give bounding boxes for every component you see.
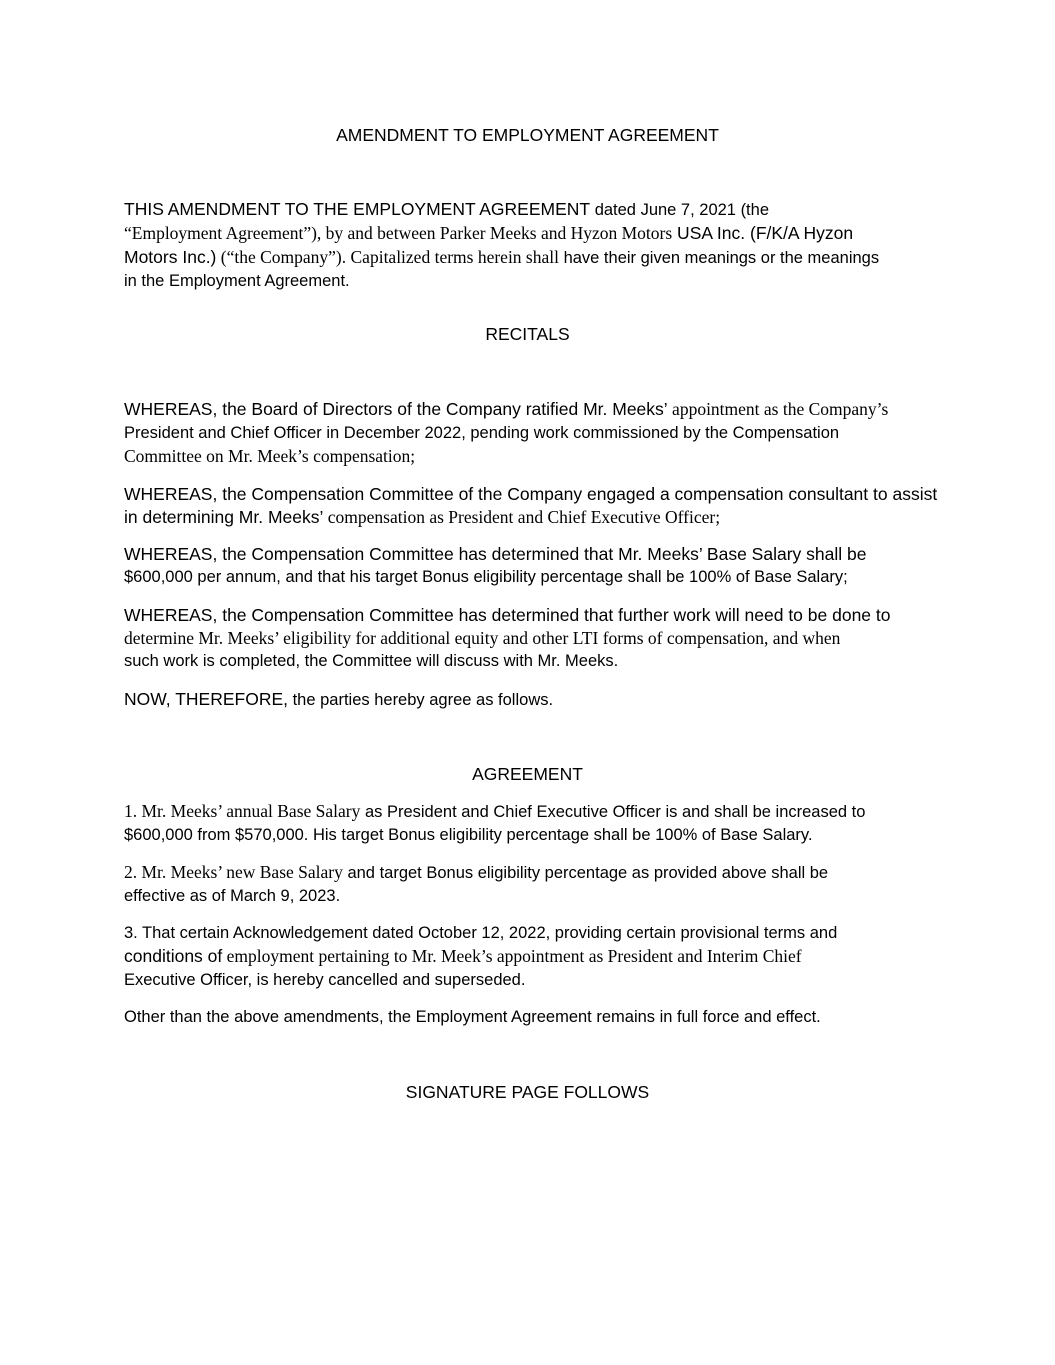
agreement-item: 1. Mr. Meeks’ annual Base Salary as President and Chief Executive Officer is and shall be increased to $600,000 from $570,000. His target Bonus eligibility percentage shall be 100% of Base Salary. bbox=[124, 801, 866, 844]
agreement-item: 3. That certain Acknowledgement dated October 12, 2022, providing certain provisional terms and conditions of employment pertaining to Mr. Meek’s appointment as President and Interim Chief Executive Officer, is hereby cancelled and superseded. bbox=[124, 924, 838, 989]
intro-line-3: Motors Inc.) (“the Company”). Capitalized terms herein shall have their given meanings or the meanings bbox=[124, 247, 880, 267]
agreement-item: 2. Mr. Meeks’ new Base Salary and target Bonus eligibility percentage as provided above shall be effective as of March 9, 2023. bbox=[124, 862, 829, 905]
agreement-heading: AGREEMENT bbox=[472, 764, 583, 784]
recitals-heading: RECITALS bbox=[485, 324, 570, 344]
recital-paragraph: WHEREAS, the Compensation Committee has determined that further work will need to be done to determine Mr. Meeks’ eligibility for additional equity and other LTI forms of compensation, and when such work is completed, the Committee will discuss with Mr. Meeks. bbox=[124, 605, 891, 670]
intro-line-2: “Employment Agreement”), by and between Parker Meeks and Hyzon Motors USA Inc. (F/K/A Hyzon bbox=[124, 223, 854, 243]
intro-line-4: in the Employment Agreement. bbox=[124, 272, 350, 290]
document-title: AMENDMENT TO EMPLOYMENT AGREEMENT bbox=[336, 125, 719, 145]
recital-paragraph: WHEREAS, the Board of Directors of the Company ratified Mr. Meeks’ appointment as the Company’s President and Chief Officer in December 2022, pending work commissioned by the Compensation Committee on Mr. Meek’s compensation; bbox=[124, 399, 889, 466]
intro-line-1: THIS AMENDMENT TO THE EMPLOYMENT AGREEMENT dated June 7, 2021 (the bbox=[124, 199, 769, 219]
closing-paragraph: Other than the above amendments, the Employment Agreement remains in full force and effect. bbox=[124, 1008, 821, 1026]
recital-paragraph: WHEREAS, the Compensation Committee of the Company engaged a compensation consultant to assist in determining Mr. Meeks’ compensation as President and Chief Executive Officer; bbox=[124, 484, 938, 527]
recital-paragraph: WHEREAS, the Compensation Committee has determined that Mr. Meeks’ Base Salary shall be $600,000 per annum, and that his target Bonus eligibility percentage shall be 100% of Base Salary; bbox=[124, 544, 867, 586]
intro-paragraph bbox=[124, 198, 929, 293]
signature-page-note: SIGNATURE PAGE FOLLOWS bbox=[405, 1082, 650, 1102]
now-therefore-paragraph: NOW, THEREFORE, the parties hereby agree as follows. bbox=[124, 689, 554, 709]
